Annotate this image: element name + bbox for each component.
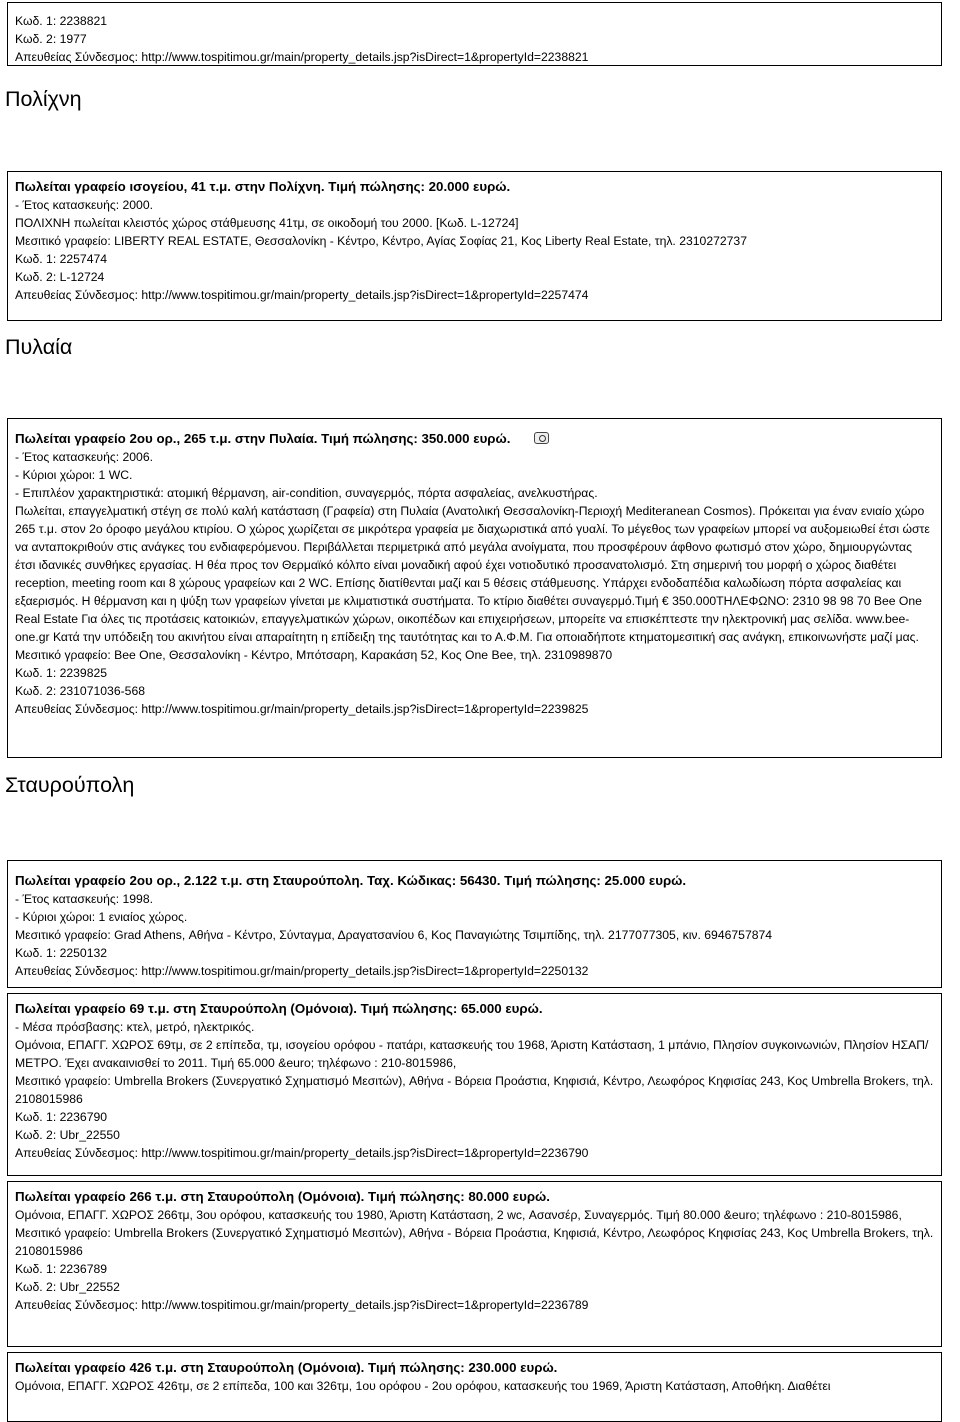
direct-link: Απευθείας Σύνδεσμος: http://www.tospitimou.gr/main/property_details.jsp?isDirect=1&propertyId=2250132: [15, 964, 589, 978]
code-1: Κωδ. 1: 2236789: [15, 1262, 108, 1276]
code-1: Κωδ. 1: 2239825: [15, 666, 108, 680]
code-2: Κωδ. 2: Ubr_22552: [15, 1280, 120, 1294]
construction-year: - Έτος κατασκευής: 2006.: [15, 450, 153, 464]
listing-box-stavroupoli-2: [7, 993, 942, 1176]
camera-icon[interactable]: [534, 432, 549, 444]
code-1: Κωδ. 1: 2238821: [15, 14, 108, 28]
listing-title: [15, 430, 941, 448]
construction-year: - Έτος κατασκευής: 2000.: [15, 198, 153, 212]
listing-title: Πωλείται γραφείο ισογείου, 41 τ.μ. στην Πολίχνη. Τιμή πώλησης: 20.000 ευρώ.: [15, 179, 511, 194]
broker: Μεσιτικό γραφείο: LIBERTY REAL ESTATE, Θεσσαλονίκη - Κέντρο, Κέντρο, Αγίας Σοφίας 21, Κος Liberty Real Estate, τηλ. 2310272737: [15, 234, 747, 248]
broker: Μεσιτικό γραφείο: Grad Athens, Αθήνα - Κέντρο, Σύνταγμα, Δραγατσανίου 6, Κος Παναγιώτης Τσιμπίδης, τηλ. 2177077305, κιν. 6946757874: [15, 928, 773, 942]
features: - Επιπλέον χαρακτηριστικά: ατομική θέρμανση, air-condition, συναγερμός, πόρτα ασφαλείας, ανελκυστήρας.: [15, 486, 598, 500]
area-heading-stavroupoli: Σταυρούπολη: [5, 773, 135, 797]
access: - Μέσα πρόσβασης: κτελ, μετρό, ηλεκτρικός.: [15, 1020, 255, 1034]
main-rooms: - Κύριοι χώροι: 1 WC.: [15, 468, 133, 482]
description: Ομόνοια, ΕΠΑΓΓ. ΧΩΡΟΣ 266τμ, 3ου ορόφου, κατασκευής του 1980, Άριστη Κατάσταση, 2 wc, Ασανσέρ, Συναγερμός. Τιμή 80.000 &euro; τηλέφωνο : 210-8015986,: [15, 1208, 902, 1222]
code-2: Κωδ. 2: Ubr_22550: [15, 1128, 120, 1142]
area-heading-polichni: Πολίχνη: [5, 87, 82, 111]
direct-link: Απευθείας Σύνδεσμος: http://www.tospitimou.gr/main/property_details.jsp?isDirect=1&propertyId=2236789: [15, 1298, 589, 1312]
construction-year: - Έτος κατασκευής: 1998.: [15, 892, 153, 906]
code-2: Κωδ. 2: L-12724: [15, 270, 105, 284]
listing-box-stavroupoli-3: [7, 1181, 942, 1347]
code-2: Κωδ. 2: 231071036-568: [15, 684, 145, 698]
code-1: Κωδ. 1: 2236790: [15, 1110, 108, 1124]
description: Ομόνοια, ΕΠΑΓΓ. ΧΩΡΟΣ 69τμ, σε 2 επίπεδα, τμ, ισογείου ορόφου - πατάρι, κατασκευής του 1968, Άριστη Κατάσταση, 1 μπάνιο, Πλησίον συγκοινωνιών, Πλησίον ΗΣΑΠ/ΜΕΤΡΟ. Έχει ανακαινισθεί το 2011. Τιμή 65.000 &euro; τηλέφωνο : 210-8015986,: [15, 1038, 929, 1070]
broker: Μεσιτικό γραφείο: Umbrella Brokers (Συνεργατικό Σχηματισμό Μεσιτών), Αθήνα - Βόρεια Προάστια, Κηφισιά, Κέντρο, Λεωφόρος Κηφισίας 243, Κος Umbrella Brokers, τηλ. 2108015986: [15, 1074, 934, 1106]
main-rooms: - Κύριοι χώροι: 1 ενιαίος χώρος.: [15, 910, 188, 924]
description: Ομόνοια, ΕΠΑΓΓ. ΧΩΡΟΣ 426τμ, σε 2 επίπεδα, 100 και 326τμ, 1ου ορόφου - 2ου ορόφου, κατασκευής του 1969, Άριστη Κατάσταση, Αποθήκη. Διαθέτει: [15, 1379, 831, 1393]
direct-link: Απευθείας Σύνδεσμος: http://www.tospitimou.gr/main/property_details.jsp?isDirect=1&propertyId=2238821: [15, 50, 589, 64]
direct-link: Απευθείας Σύνδεσμος: http://www.tospitimou.gr/main/property_details.jsp?isDirect=1&propertyId=2239825: [15, 702, 589, 716]
direct-link: Απευθείας Σύνδεσμος: http://www.tospitimou.gr/main/property_details.jsp?isDirect=1&propertyId=2236790: [15, 1146, 589, 1160]
code-1: Κωδ. 1: 2250132: [15, 946, 108, 960]
code-1: Κωδ. 1: 2257474: [15, 252, 108, 266]
listing-title: Πωλείται γραφείο 69 τ.μ. στη Σταυρούπολη (Ομόνοια). Τιμή πώλησης: 65.000 ευρώ.: [15, 1001, 543, 1016]
listing-box-polichni: [7, 171, 942, 321]
direct-link: Απευθείας Σύνδεσμος: http://www.tospitimou.gr/main/property_details.jsp?isDirect=1&propertyId=2257474: [15, 288, 589, 302]
listing-title: Πωλείται γραφείο 266 τ.μ. στη Σταυρούπολη (Ομόνοια). Τιμή πώλησης: 80.000 ευρώ.: [15, 1189, 550, 1204]
listing-title-text: Πωλείται γραφείο 2ου ορ., 265 τ.μ. στην Πυλαία. Τιμή πώλησης: 350.000 ευρώ.: [15, 431, 511, 446]
listing-title: Πωλείται γραφείο 426 τ.μ. στη Σταυρούπολη (Ομόνοια). Τιμή πώλησης: 230.000 ευρώ.: [15, 1360, 558, 1375]
area-heading-pylaia: Πυλαία: [5, 335, 73, 359]
listing-title: Πωλείται γραφείο 2ου ορ., 2.122 τ.μ. στη Σταυρούπολη. Ταχ. Κώδικας: 56430. Τιμή πώλησης: 25.000 ευρώ.: [15, 873, 687, 888]
description: ΠΟΛΙΧΝΗ πωλείται κλειστός χώρος στάθμευσης 41τμ, σε οικοδομή του 2000. [Κωδ. L-12724]: [15, 216, 519, 230]
broker: Μεσιτικό γραφείο: Umbrella Brokers (Συνεργατικό Σχηματισμό Μεσιτών), Αθήνα - Βόρεια Προάστια, Κηφισιά, Κέντρο, Λεωφόρος Κηφισίας 243, Κος Umbrella Brokers, τηλ. 2108015986: [15, 1226, 934, 1258]
broker: Μεσιτικό γραφείο: Bee One, Θεσσαλονίκη - Κέντρο, Μπότσαρη, Καρακάση 52, Κος One Bee, τηλ. 2310989870: [15, 648, 613, 662]
listing-box-top: [7, 2, 942, 66]
listing-box-stavroupoli-1: [7, 860, 942, 988]
code-2: Κωδ. 2: 1977: [15, 32, 87, 46]
listing-box-stavroupoli-4: [7, 1352, 942, 1422]
description: Πωλείται, επαγγελματική στέγη σε πολύ καλή κατάσταση (Γραφεία) στη Πυλαία (Ανατολική Θεσσαλονίκη-Περιοχή Mediteranean Cosmos). Πρόκειται για έναν ενιαίο χώρο 265 τ.μ. στον 2ο όροφο μεγάλου κτιρίου. Ο χώρος χωρίζεται σε μικρότερα γραφεία με διαχωριστικά από γυαλί. Το μέγεθος των γραφείων μπορεί να αυξομειωθεί έτσι ώστε να ανταποκριθούν στις ανάγκες του ενδιαφερόμενου. Περιβάλλεται περιμετρικά από μεγάλα ανοίγματα, που προσφέρουν άφθονο φωτισμό στον χώρο, δημιουργώντας έτσι ιδανικές συνθήκες εργασίας. Η θέα προς τον Θερμαϊκό κόλπο είναι μοναδική αφού έχει νοτιοδυτικό προσανατολισμό. Στη σημερινή του μορφή ο χώρος διαθέτει reception, meeting room και 8 χώρους γραφείων και 2 WC. Επίσης διατίθενται μαζί και 5 θέσεις στάθμευσης. Υπάρχει ενδοδαπέδια καλωδίωση πόρτα ασφαλείας και εξαερισμός. Η θέρμανση και η ψύξη των γραφείων γίνεται με κλιματιστικά συστήματα. Το κτίριο διαθέτει συναγερμό.Τιμή € 350.000ΤΗΛΕΦΩΝΟ: 2310 98 98 70 Bee One Real Estate Για όλες τις προτάσεις κατοικιών, επαγγελματικών χώρων, οικοπέδων και επιχειρήσεων, μπορείτε να επισκέπτεστε την ηλεκτρονική μας σελίδα. www.bee-one.gr Κατά την υπόδειξη του ακινήτου είναι απαραίτητη η επίδειξη της ταυτότητας και το Α.Φ.Μ. Για οποιαδήποτε κτηματομεσιτική σας ανάγκη, επικοινωνήστε μαζί μας.: [15, 504, 930, 644]
listing-box-pylaia: [7, 418, 942, 758]
